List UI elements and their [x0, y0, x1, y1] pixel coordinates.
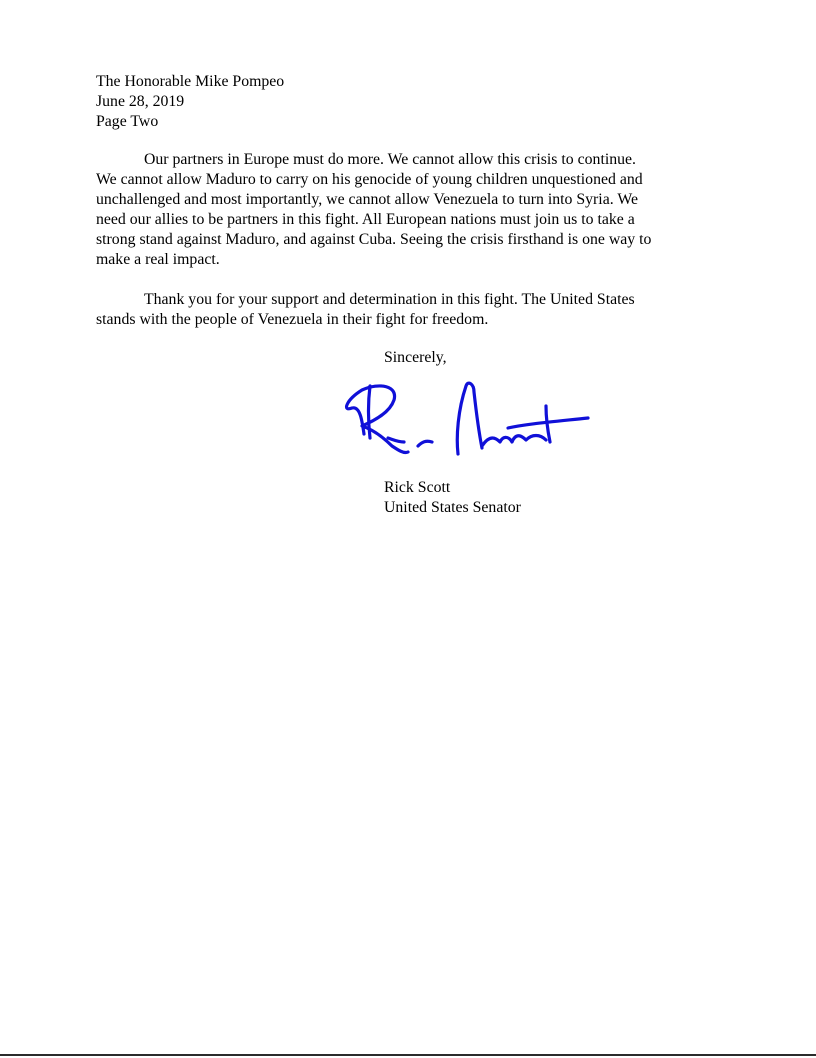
paragraph-line: make a real impact. — [96, 251, 220, 268]
signature-block — [384, 478, 521, 518]
page-bottom-border — [0, 1054, 816, 1056]
paragraph-line: stands with the people of Venezuela in their fight for freedom. — [96, 311, 489, 328]
paragraph-line: unchallenged and most importantly, we cannot allow Venezuela to turn into Syria. We — [96, 191, 638, 208]
signer-name: Rick Scott — [384, 479, 451, 496]
paragraph-line: We cannot allow Maduro to carry on his genocide of young children unquestioned and — [96, 171, 643, 188]
closing-salutation: Sincerely, — [384, 349, 447, 366]
recipient-line: The Honorable Mike Pompeo — [96, 73, 285, 90]
body-paragraph-2 — [96, 290, 736, 330]
page-label: Page Two — [96, 113, 159, 130]
paragraph-line: Our partners in Europe must do more. We cannot allow this crisis to continue. — [144, 151, 636, 168]
date-line: June 28, 2019 — [96, 93, 185, 110]
letter-header — [96, 72, 284, 132]
handwritten-signature — [340, 376, 596, 462]
body-paragraph-1 — [96, 150, 736, 270]
paragraph-line: need our allies to be partners in this fight. All European nations must join us to take a — [96, 211, 635, 228]
signer-title: United States Senator — [384, 499, 521, 516]
paragraph-line: Thank you for your support and determination in this fight. The United States — [144, 291, 635, 308]
paragraph-line: strong stand against Maduro, and against Cuba. Seeing the crisis firsthand is one way to — [96, 231, 652, 248]
